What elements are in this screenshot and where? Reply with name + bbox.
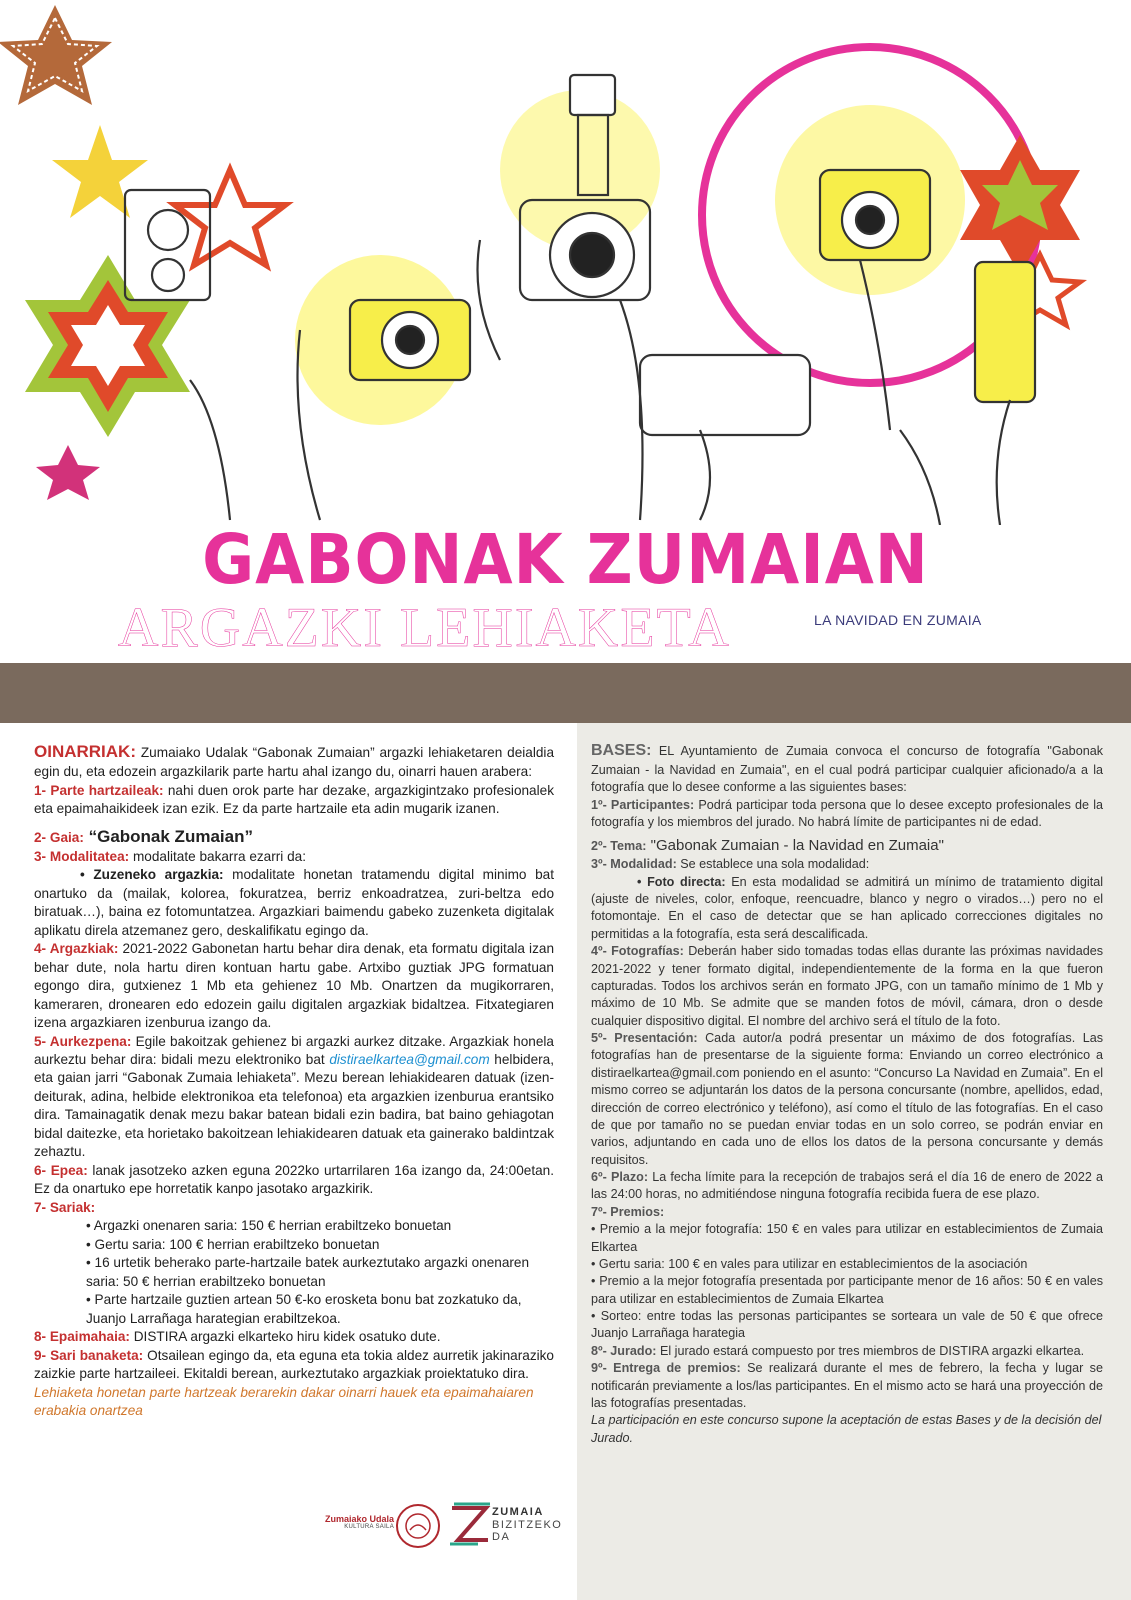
rule-1 bbox=[34, 782, 554, 819]
intro-label: OINARRIAK: bbox=[34, 742, 136, 761]
prize-item: • Gertu saria: 100 € herrian erabiltzeko bonuetan bbox=[86, 1236, 380, 1252]
divider-band bbox=[0, 663, 1131, 723]
rule-number: 2- bbox=[34, 829, 47, 845]
base-label: 3º- Modalidad: bbox=[591, 857, 677, 872]
base-3 bbox=[591, 856, 1103, 873]
sub-label: • Foto directa: bbox=[637, 874, 726, 889]
intro-paragraph bbox=[34, 740, 554, 782]
zumaia-line: DA bbox=[492, 1531, 511, 1544]
rule-number: 4- bbox=[34, 941, 47, 957]
closing-note: La participación en este concurso supone la aceptación de estas Bases y de la decisión del Jurado. bbox=[591, 1413, 1102, 1445]
zumaia-line: BIZITZEKO bbox=[492, 1518, 563, 1531]
rule-text: modalitate bakarra ezarri da: bbox=[129, 848, 306, 864]
rule-text: lanak jasotzeko azken eguna 2022ko urtarrilaren 16a izango da, 24:00etan. Ez da onartuko epe horretatik kanpo jasotako argazkirik. bbox=[34, 1162, 554, 1197]
rule-number: 8- bbox=[34, 1329, 47, 1345]
rule-9 bbox=[34, 1347, 554, 1384]
base-value: "Gabonak Zumaian - la Navidad en Zumaia" bbox=[646, 836, 944, 854]
base-label: 1º- Participantes: bbox=[591, 797, 695, 812]
udala-department: KULTURA SAILA bbox=[344, 1524, 394, 1530]
rule-3 bbox=[34, 848, 554, 866]
email-link[interactable]: distiraelkartea@gmail.com bbox=[329, 1052, 490, 1067]
base-label: 7º- Premios: bbox=[591, 1204, 665, 1219]
rule-number: 5- bbox=[34, 1033, 47, 1049]
rule-number: 3- bbox=[34, 848, 47, 864]
rule-label: Parte hartzaileak: bbox=[46, 782, 164, 798]
zumaia-z-logo-icon bbox=[448, 1502, 492, 1548]
rule-5 bbox=[34, 1033, 554, 1162]
base-text: Podrá participar toda persona que lo desee excepto profesionales de la fotografía y los miembros del jurado. No habrá límite de participantes ni de edad. bbox=[591, 797, 1103, 830]
base-5 bbox=[591, 1030, 1103, 1169]
base-text: La fecha límite para la recepción de trabajos será el día 16 de enero de 2022 a las 24:00 horas, no admitiéndose ninguna fotografía recibida fuera de ese plazo. bbox=[591, 1170, 1104, 1202]
rule-label: Epea: bbox=[46, 1162, 88, 1178]
rule-label: Argazkiak: bbox=[46, 941, 119, 957]
rule-7 bbox=[34, 1199, 554, 1217]
base-label: 5º- Presentación: bbox=[591, 1031, 698, 1046]
base-7 bbox=[591, 1204, 1103, 1221]
base-text: El jurado estará compuesto por tres miembros de DISTIRA argazki elkartea. bbox=[656, 1343, 1085, 1358]
hero-illustration bbox=[0, 0, 1131, 525]
rule-number: 6- bbox=[34, 1162, 47, 1178]
base-label: 2º- Tema: bbox=[591, 838, 647, 853]
star-icon bbox=[175, 170, 285, 265]
zumaia-logo-text bbox=[492, 1506, 562, 1544]
sub-text: modalitate honetan tratamendu digital minimo bat onartuko da (mailak, kolorea, fokuratzea, berriz enkoadratzea, zuri-beltza edo biratuak…), baina ez fotomuntatzea. Argazkiari baimendu gabeko zuzenketa digitalak aplikatu direla atzemanez gero, deskalifikatu egingo da. bbox=[34, 867, 554, 938]
star-icon bbox=[36, 445, 100, 500]
udala-logo-text bbox=[314, 1514, 394, 1530]
base-label: 9º- Entrega de premios: bbox=[591, 1361, 741, 1376]
base-text: Deberán haber sido tomadas todas ellas durante las próximas navidades 2021-2022 y tener formato digital, independientemente de la forma en la que fueron capturadas. Todos los archivos serán en formato JPG, con un tamaño mínimo de 1 Mb y máximo de 10 Mb. Se admite que se manden fotos de móvil, cámara, dron o desde cualquier dispositivo digital. El nombre del archivo será el título de la foto. bbox=[591, 944, 1103, 1028]
prize-item: • Argazki onenaren saria: 150 € herrian erabiltzeko bonuetan bbox=[86, 1218, 452, 1234]
base-6 bbox=[591, 1169, 1103, 1204]
base-1 bbox=[591, 797, 1103, 832]
sponsor-logos bbox=[300, 1496, 563, 1566]
rule-6 bbox=[34, 1162, 554, 1199]
rule-text: helbidera, eta gaian jarri “Gabonak Zumaia lehiaketa”. Mezu berean lehiakidearen datuak (izen-deiturak, adina, helbide elektronikoa eta telefonoa) eta argazkien izenburua erantsiko dira. Tamainagatik denak mezu bakar batean bidali ezin badira, bat baino gehiagotan bidal daitezke, eta horietako bakoitzean lehiakidearen datuak eta gainerako baldintzak zehaztu. bbox=[34, 1052, 555, 1160]
base-text: Se establece una sola modalidad: bbox=[676, 857, 870, 872]
closing-note: Lehiaketa honetan parte hartzeak berarekin dakar oinarri hauek eta epaimahaiaren erabakia onartzea bbox=[34, 1384, 534, 1419]
base-text: Cada autor/a podrá presentar un máximo de dos fotografías. Las fotografías han de presentarse de la siguiente forma: Enviando un correo electrónico a distiraelkartea@gmail.com poniendo en el asunto: “Concurso La Navidad en Zumaia”. En el mismo correo se adjuntarán los datos de la persona concursante (nombre, apellidos, edad, dirección de correo electrónico y teléfono), así como el título de las fotografías. En el caso de que por tamaño no se puedan enviar todas en un solo correo, se podrán enviar en varios, adjuntando en cada uno de ellos los datos de la persona concursante y demás requisitos. bbox=[591, 1031, 1103, 1167]
base-9 bbox=[591, 1360, 1103, 1412]
base-2 bbox=[591, 836, 1103, 857]
zumaia-line: ZUMAIA bbox=[492, 1506, 544, 1518]
rule-label: Modalitatea: bbox=[46, 848, 130, 864]
main-title: GABONAK ZUMAIAN bbox=[202, 520, 929, 600]
rule-8 bbox=[34, 1328, 554, 1346]
rule-number: 9- bbox=[34, 1347, 47, 1363]
prize-item: • Premio a la mejor fotografía presentada por participante menor de 16 años: 50 € en vales para utilizar en establecimientos de Zumaia Elkartea bbox=[591, 1274, 1103, 1306]
intro-label: BASES: bbox=[591, 742, 652, 759]
rule-label: Gaia: bbox=[46, 829, 84, 845]
base-label: 8º- Jurado: bbox=[591, 1343, 657, 1358]
prize-item: • Parte hartzaile guztien artean 50 €-ko erosketa bonu bat zozkatuko da, Juanjo Larrañaga harategian erabiltzekoa. bbox=[86, 1292, 522, 1326]
cameras-illustration bbox=[0, 0, 1131, 525]
rule-text: DISTIRA argazki elkarteko hiru kidek osatuko dute. bbox=[129, 1329, 441, 1345]
intro-paragraph bbox=[591, 740, 1103, 797]
star-icon bbox=[25, 255, 190, 437]
rule-number: 7- bbox=[34, 1199, 47, 1215]
rule-label: Sari banaketa: bbox=[46, 1347, 144, 1363]
rule-text: Otsailean egingo da, eta eguna eta tokia aldez aurretik jakinaraziko zaizkie parte hartzaileei. Ekitaldi berean, aurkeztutako argazkiak proiektatuko dira. bbox=[34, 1347, 554, 1382]
prize-item: • Premio a la mejor fotografía: 150 € en vales para utilizar en establecimientos de Zumaia Elkartea bbox=[591, 1222, 1103, 1254]
prize-item: • Sorteo: entre todas las personas participantes se sorteara un vale de 50 € que ofrece Juanjo Larrañaga harategia bbox=[591, 1309, 1103, 1341]
sub-text: En esta modalidad se admitirá un mínimo de tratamiento digital (ajuste de niveles, color, enfoque, reencuadre, blanco y negro o virados…) pero no el fotomontaje. En el caso de detectar que se han aplicado correcciones digitales no permitidas a la fotografía, esta será descalificada. bbox=[591, 874, 1104, 941]
rule-2 bbox=[34, 825, 554, 848]
rule-label: Epaimahaia: bbox=[46, 1329, 130, 1345]
base-text: Se realizará durante el mes de febrero, la fecha y lugar se notificarán previamente a los/las participantes. En el mismo acto se hará una proyección de las fotografías presentadas. bbox=[591, 1361, 1103, 1410]
rule-label: Sariak: bbox=[46, 1199, 96, 1215]
base-label: 4º- Fotografías: bbox=[591, 944, 684, 959]
rule-value: “Gabonak Zumaian” bbox=[83, 826, 253, 846]
municipal-seal-icon bbox=[396, 1504, 440, 1548]
base-4 bbox=[591, 943, 1103, 1030]
rule-number: 1- bbox=[34, 782, 47, 798]
rule-4 bbox=[34, 940, 554, 1032]
basque-rules bbox=[34, 740, 554, 1421]
base-3-sub bbox=[591, 874, 1103, 944]
rule-text: Egile bakoitzak gehienez bi argazki aurkez ditzake. Argazkiak honela aurkeztu behar dira: bidali mezu elektroniko bat bbox=[34, 1033, 554, 1067]
spanish-rules bbox=[591, 740, 1103, 1447]
prize-item: • Gertu saria: 100 € en vales para utilizar en establecimientos de la asociación bbox=[591, 1256, 1028, 1271]
spanish-subtitle: LA NAVIDAD EN ZUMAIA bbox=[814, 612, 982, 628]
secondary-title: ARGAZKI LEHIAKETA bbox=[118, 597, 731, 659]
base-label: 6º- Plazo: bbox=[591, 1170, 649, 1185]
intro-text: Zumaiako Udalak “Gabonak Zumaian” argazki lehiaketaren deialdia egin du, eta edozein argazkilarik parte hartu ahal izango du, oinarri hauen arabera: bbox=[34, 745, 554, 780]
star-icon bbox=[52, 125, 148, 218]
udala-name: Zumaiako Udala bbox=[324, 1514, 394, 1524]
prize-item: • 16 urtetik beherako parte-hartzaile batek aurkeztutako argazki onenaren saria: 50 € herrian erabiltzeko bonuetan bbox=[86, 1255, 530, 1289]
rule-text: nahi duen orok parte har dezake, argazkigintzako profesionalek eta epaimahaikideek izan ezik. Ez da parte hartzaile eta adin mugarik izanen. bbox=[34, 782, 554, 817]
rule-text: 2021-2022 Gabonetan hartu behar dira denak, eta formatu digitala izan behar dute, nola hartu diren kontuan hartu gabe. Artxibo guztiak JPG formatuan egongo dira, gutxienez 1 Mb eta gehienez 10 Mb. Onartzen da mugikorraren, kameraren, dronearen edo edozein gailu digitalen argazkiak bidaltzea. Fitxategiaren izena argazkiaren izenburua izango da. bbox=[34, 941, 554, 1031]
rule-3-sub bbox=[34, 866, 554, 940]
rule-label: Aurkezpena: bbox=[46, 1033, 132, 1049]
base-8 bbox=[591, 1343, 1103, 1360]
sub-label: • Zuzeneko argazkia: bbox=[80, 867, 224, 883]
star-icon bbox=[960, 135, 1080, 275]
intro-text: EL Ayuntamiento de Zumaia convoca el concurso de fotografía "Gabonak Zumaian - la Navidad en Zumaia", en el cual podrá participar cualquier aficionado/a a la fotografía que lo desee conforme a las siguientes bases: bbox=[591, 744, 1103, 795]
